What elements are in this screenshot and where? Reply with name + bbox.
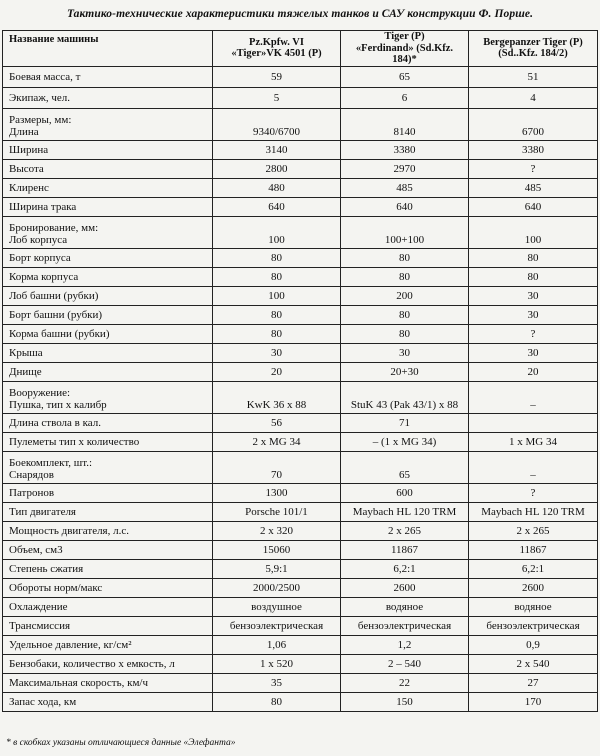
- table-body: [3, 66, 598, 711]
- header-name-text: Название машины: [9, 34, 99, 45]
- row-label-line: Длина ствола в кал.: [9, 416, 102, 429]
- row-label-line: Удельное давление, кг/см²: [9, 638, 132, 651]
- cell-col2: 11867: [341, 540, 469, 559]
- cell-col1: 80: [213, 324, 341, 343]
- cell-col2: 2 – 540: [341, 654, 469, 673]
- table-row: [3, 178, 598, 197]
- row-label: [3, 248, 213, 267]
- cell-col2: 485: [341, 178, 469, 197]
- cell-col1: 9340/6700: [213, 108, 341, 140]
- row-label: [3, 483, 213, 502]
- table-row: [3, 108, 598, 140]
- row-label: [3, 216, 213, 248]
- cell-col1: 2000/2500: [213, 578, 341, 597]
- header-col1: [213, 31, 341, 67]
- row-label-line: Клиренс: [9, 181, 49, 194]
- cell-col3: 11867: [469, 540, 598, 559]
- table-row: [3, 616, 598, 635]
- cell-col2: 6: [341, 87, 469, 108]
- row-label-line: Боекомплект, шт.:: [9, 456, 93, 469]
- cell-col1: 1 х 520: [213, 654, 341, 673]
- row-label: [3, 197, 213, 216]
- header-name: [3, 31, 213, 67]
- cell-col3: 2600: [469, 578, 598, 597]
- row-label: [3, 597, 213, 616]
- row-label: [3, 502, 213, 521]
- cell-col1: 2 x 320: [213, 521, 341, 540]
- table-row: [3, 140, 598, 159]
- row-label: [3, 521, 213, 540]
- row-label-line: Крыша: [9, 346, 43, 359]
- table-row: [3, 66, 598, 87]
- table-row: [3, 559, 598, 578]
- row-label-line: Борт корпуса: [9, 251, 71, 264]
- row-label: [3, 305, 213, 324]
- row-label-line: Трансмиссия: [9, 619, 71, 632]
- row-label-line: Охлаждение: [9, 600, 68, 613]
- cell-col2: 6,2:1: [341, 559, 469, 578]
- row-label: [3, 159, 213, 178]
- row-label: [3, 324, 213, 343]
- row-label: [3, 559, 213, 578]
- cell-col3: ?: [469, 159, 598, 178]
- row-label-line: Пушка, тип х калибр: [9, 398, 107, 411]
- row-label: [3, 616, 213, 635]
- table-row: [3, 267, 598, 286]
- cell-col2: 20+30: [341, 362, 469, 381]
- row-label: [3, 178, 213, 197]
- table-row: [3, 362, 598, 381]
- cell-col3: 100: [469, 216, 598, 248]
- row-label-line: Корма корпуса: [9, 270, 79, 283]
- cell-col3: –: [469, 381, 598, 413]
- table-row: [3, 87, 598, 108]
- header-col3-line1: Bergepanzer Tiger (P): [483, 36, 583, 48]
- cell-col3: 27: [469, 673, 598, 692]
- table-row: [3, 521, 598, 540]
- table-row: [3, 451, 598, 483]
- table-row: [3, 159, 598, 178]
- cell-col3: 3380: [469, 140, 598, 159]
- table-row: [3, 413, 598, 432]
- cell-col2: 3380: [341, 140, 469, 159]
- cell-col2: 65: [341, 66, 469, 87]
- row-label: [3, 540, 213, 559]
- table-row: [3, 502, 598, 521]
- cell-col2: 80: [341, 324, 469, 343]
- cell-col3: 6,2:1: [469, 559, 598, 578]
- cell-col1: 15060: [213, 540, 341, 559]
- row-label-line: Лоб корпуса: [9, 233, 68, 246]
- table-row: [3, 432, 598, 451]
- header-row: [3, 31, 598, 67]
- cell-col1: 2800: [213, 159, 341, 178]
- header-col2: [341, 31, 469, 67]
- cell-col3: –: [469, 451, 598, 483]
- cell-col1: 59: [213, 66, 341, 87]
- cell-col1: 80: [213, 305, 341, 324]
- cell-col3: ?: [469, 483, 598, 502]
- cell-col2: Maybach HL 120 TRM: [341, 502, 469, 521]
- cell-col2: 1,2: [341, 635, 469, 654]
- cell-col2: 200: [341, 286, 469, 305]
- row-label-line: Объем, см3: [9, 543, 63, 556]
- cell-col2: 80: [341, 248, 469, 267]
- cell-col1: 1,06: [213, 635, 341, 654]
- row-label-line: Степень сжатия: [9, 562, 84, 575]
- row-label-line: Лоб башни (рубки): [9, 289, 99, 302]
- cell-col1: 80: [213, 692, 341, 711]
- table-row: [3, 324, 598, 343]
- table-title: Тактико-технические характеристики тяжелых танков и САУ конструкции Ф. Порше.: [66, 8, 534, 20]
- row-label: [3, 413, 213, 432]
- row-label-line: Пулеметы тип х количество: [9, 435, 140, 448]
- row-label-line: Экипаж, чел.: [9, 91, 71, 104]
- header-col2-line1: Tiger (P): [384, 31, 425, 42]
- cell-col1: 70: [213, 451, 341, 483]
- cell-col3: 30: [469, 286, 598, 305]
- cell-col2: 22: [341, 673, 469, 692]
- cell-col1: 100: [213, 286, 341, 305]
- header-col3-line2: (Sd..Kfz. 184/2): [498, 48, 568, 60]
- row-label-line: Тип двигателя: [9, 505, 76, 518]
- header-col1-line2: «Tiger»VK 4501 (P): [231, 48, 322, 60]
- table-row: [3, 286, 598, 305]
- cell-col1: 80: [213, 267, 341, 286]
- cell-col1: 5,9:1: [213, 559, 341, 578]
- cell-col1: 100: [213, 216, 341, 248]
- row-label: [3, 692, 213, 711]
- row-label-line: Размеры, мм:: [9, 113, 72, 126]
- row-label-line: Вооружение:: [9, 386, 71, 399]
- cell-col1: 80: [213, 248, 341, 267]
- cell-col3: 6700: [469, 108, 598, 140]
- table-row: [3, 197, 598, 216]
- row-label: [3, 381, 213, 413]
- cell-col3: 20: [469, 362, 598, 381]
- cell-col2: бензоэлектрическая: [341, 616, 469, 635]
- cell-col2: 8140: [341, 108, 469, 140]
- cell-col3: 640: [469, 197, 598, 216]
- row-label-line: Бензобаки, количество х емкость, л: [9, 657, 175, 670]
- row-label-line: Обороты норм/макс: [9, 581, 103, 594]
- table-row: [3, 635, 598, 654]
- specs-table: [2, 30, 598, 712]
- cell-col3: водяное: [469, 597, 598, 616]
- cell-col2: 30: [341, 343, 469, 362]
- table-row: [3, 483, 598, 502]
- row-label: [3, 286, 213, 305]
- footnote: * в скобках указаны отличающиеся данные «Элефанта»: [6, 738, 236, 748]
- table-row: [3, 248, 598, 267]
- cell-col3: Maybach HL 120 TRM: [469, 502, 598, 521]
- cell-col3: 485: [469, 178, 598, 197]
- cell-col2: StuK 43 (Pak 43/1) x 88: [341, 381, 469, 413]
- cell-col2: 2970: [341, 159, 469, 178]
- row-label: [3, 578, 213, 597]
- row-label: [3, 87, 213, 108]
- cell-col2: – (1 x MG 34): [341, 432, 469, 451]
- cell-col1: Porsche 101/1: [213, 502, 341, 521]
- header-col3: [469, 31, 598, 67]
- table-row: [3, 305, 598, 324]
- cell-col3: [469, 413, 598, 432]
- cell-col3: 30: [469, 305, 598, 324]
- cell-col2: 150: [341, 692, 469, 711]
- row-label: [3, 673, 213, 692]
- cell-col1: 480: [213, 178, 341, 197]
- row-label-line: Бронирование, мм:: [9, 221, 99, 234]
- table-row: [3, 597, 598, 616]
- cell-col2: 80: [341, 267, 469, 286]
- cell-col1: 56: [213, 413, 341, 432]
- row-label-line: Корма башни (рубки): [9, 327, 110, 340]
- cell-col3: 4: [469, 87, 598, 108]
- table-row: [3, 216, 598, 248]
- cell-col2: 65: [341, 451, 469, 483]
- row-label-line: Борт башни (рубки): [9, 308, 103, 321]
- row-label: [3, 635, 213, 654]
- cell-col1: 30: [213, 343, 341, 362]
- row-label: [3, 432, 213, 451]
- cell-col3: 80: [469, 267, 598, 286]
- row-label: [3, 362, 213, 381]
- table-row: [3, 673, 598, 692]
- cell-col1: KwK 36 x 88: [213, 381, 341, 413]
- cell-col3: 0,9: [469, 635, 598, 654]
- row-label-line: Ширина: [9, 143, 49, 156]
- cell-col1: 20: [213, 362, 341, 381]
- row-label-line: Патронов: [9, 486, 55, 499]
- table-row: [3, 343, 598, 362]
- row-label-line: Мощность двигателя, л.с.: [9, 524, 129, 537]
- cell-col3: ?: [469, 324, 598, 343]
- row-label: [3, 343, 213, 362]
- table-row: [3, 578, 598, 597]
- header-col1-line1: Pz.Kpfw. VI: [249, 36, 304, 48]
- cell-col2: 80: [341, 305, 469, 324]
- cell-col1: бензоэлектрическая: [213, 616, 341, 635]
- row-label: [3, 451, 213, 483]
- cell-col2: 2 x 265: [341, 521, 469, 540]
- row-label-line: Снарядов: [9, 468, 54, 481]
- cell-col2: 2600: [341, 578, 469, 597]
- row-label: [3, 66, 213, 87]
- cell-col2: 640: [341, 197, 469, 216]
- cell-col3: 2 x 265: [469, 521, 598, 540]
- row-label-line: Ширина трака: [9, 200, 77, 213]
- row-label-line: Днище: [9, 365, 42, 378]
- row-label-line: Длина: [9, 125, 39, 138]
- table-row: [3, 540, 598, 559]
- row-label: [3, 654, 213, 673]
- row-label-line: Запас хода, км: [9, 695, 77, 708]
- cell-col1: 640: [213, 197, 341, 216]
- cell-col3: бензоэлектрическая: [469, 616, 598, 635]
- header-col2-line2: «Ferdinand» (Sd.Kfz. 184)*: [355, 42, 454, 65]
- cell-col3: 30: [469, 343, 598, 362]
- cell-col1: 1300: [213, 483, 341, 502]
- cell-col1: 5: [213, 87, 341, 108]
- cell-col3: 170: [469, 692, 598, 711]
- cell-col3: 51: [469, 66, 598, 87]
- row-label-line: Высота: [9, 162, 44, 175]
- cell-col2: водяное: [341, 597, 469, 616]
- cell-col1: 2 x MG 34: [213, 432, 341, 451]
- table-row: [3, 692, 598, 711]
- row-label-line: Максимальная скорость, км/ч: [9, 676, 148, 689]
- row-label: [3, 140, 213, 159]
- cell-col2: 71: [341, 413, 469, 432]
- cell-col1: 35: [213, 673, 341, 692]
- row-label-line: Боевая масса, т: [9, 70, 81, 83]
- cell-col1: 3140: [213, 140, 341, 159]
- table-row: [3, 654, 598, 673]
- cell-col3: 1 x MG 34: [469, 432, 598, 451]
- cell-col1: воздушное: [213, 597, 341, 616]
- row-label: [3, 267, 213, 286]
- cell-col2: 600: [341, 483, 469, 502]
- row-label: [3, 108, 213, 140]
- cell-col2: 100+100: [341, 216, 469, 248]
- cell-col3: 80: [469, 248, 598, 267]
- table-row: [3, 381, 598, 413]
- cell-col3: 2 х 540: [469, 654, 598, 673]
